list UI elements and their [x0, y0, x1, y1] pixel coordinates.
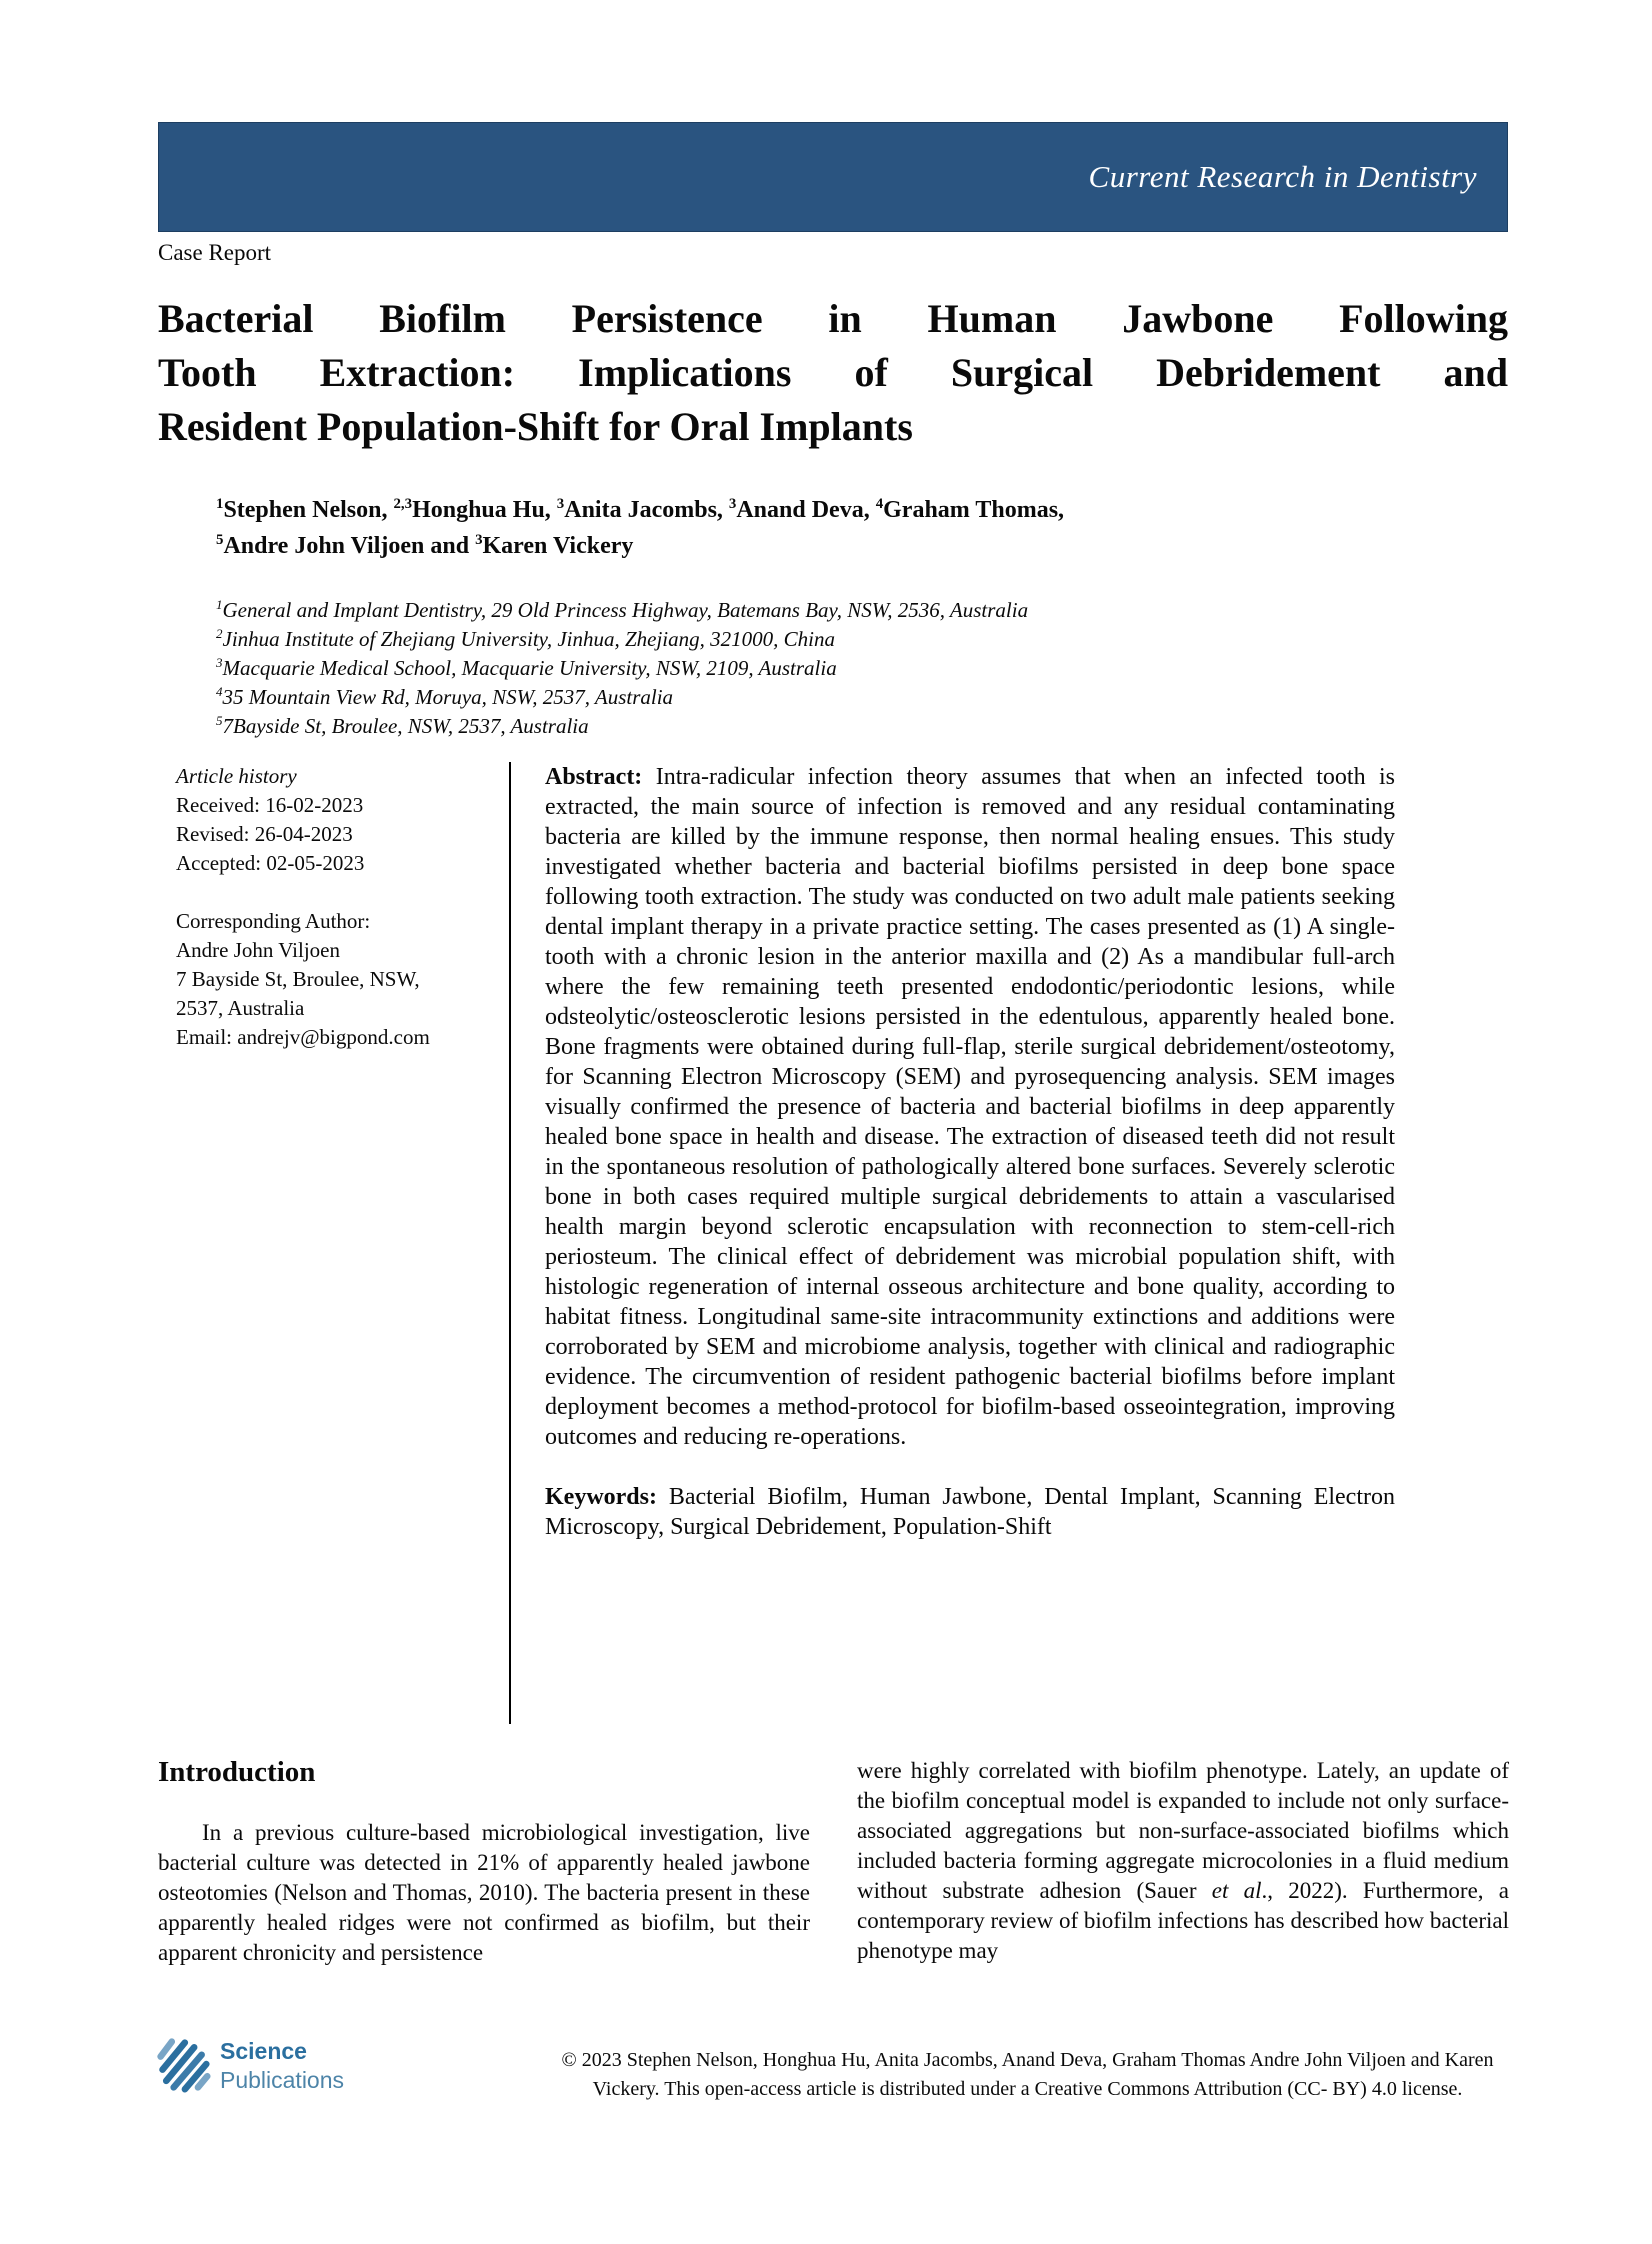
accepted-date: Accepted: 02-05-2023 [176, 851, 365, 875]
author-affiliation-superscript: 5 [216, 532, 224, 548]
keywords-label: Keywords: [545, 1484, 657, 1510]
affiliation-text: Macquarie Medical School, Macquarie University, NSW, 2109, Australia [222, 656, 837, 680]
corresponding-author-name: Andre John Viljoen [176, 938, 341, 962]
authors [216, 492, 1064, 564]
affiliation-text: 35 Mountain View Rd, Moruya, NSW, 2537, Australia [222, 685, 674, 709]
corresponding-author-address-2: 2537, Australia [176, 996, 305, 1020]
article-title [158, 292, 1508, 454]
abstract-label: Abstract: [545, 764, 643, 790]
author-name: Stephen Nelson, [223, 497, 394, 523]
corresponding-author-address-1: 7 Bayside St, Broulee, NSW, [176, 967, 420, 991]
author-name: Andre John Viljoen and [223, 533, 476, 559]
author-affiliation-superscript: 3 [556, 496, 565, 512]
introduction-column-2 [857, 1756, 1509, 1966]
author-affiliation-superscript: 2,3 [393, 496, 413, 512]
abstract [545, 762, 1395, 1452]
author-affiliation-superscript: 3 [728, 496, 737, 512]
article-type-label: Case Report [158, 240, 272, 265]
affiliation-item [216, 712, 1028, 741]
title-line-3: Resident Population-Shift for Oral Implants [158, 404, 913, 449]
authors-line-1 [216, 492, 1064, 528]
abstract-column [545, 762, 1395, 1542]
article-history [176, 762, 488, 1052]
publisher-name [220, 2038, 344, 2095]
affiliation-item [216, 683, 1028, 712]
author-affiliation-superscript: 4 [875, 496, 884, 512]
publisher-name-publications: Publications [220, 2067, 345, 2093]
affiliation-number: 3 [216, 655, 223, 670]
copyright-line-2: Vickery. This open-access article is distributed under a Creative Commons Attribution (CC- BY) 4.0 license. [592, 2078, 1463, 2100]
corresponding-author-label: Corresponding Author: [176, 909, 371, 933]
journal-banner [158, 122, 1508, 232]
affiliation-item [216, 625, 1028, 654]
author-affiliation-superscript: 1 [216, 496, 224, 512]
affiliation-number: 5 [216, 713, 223, 728]
affiliation-item [216, 596, 1028, 625]
introduction-paragraph-2 [857, 1756, 1509, 1966]
author-name: Anita Jacombs, [564, 497, 729, 523]
affiliation-number: 2 [216, 626, 223, 641]
publisher-name-science: Science [220, 2038, 307, 2064]
copyright-line-1: © 2023 Stephen Nelson, Honghua Hu, Anita Jacombs, Anand Deva, Graham Thomas Andre John Viljoen and Karen [561, 2049, 1494, 2071]
column-divider [509, 762, 511, 1724]
author-name: Honghua Hu, [412, 497, 557, 523]
author-name: Anand Deva, [736, 497, 876, 523]
keywords-text: Bacterial Biofilm, Human Jawbone, Dental Implant, Scanning Electron Microscopy, Surgical Debridement, Population-Shift [545, 1484, 1395, 1540]
affiliation-text: Jinhua Institute of Zhejiang University, Jinhua, Zhejiang, 321000, China [222, 627, 835, 651]
introduction-text: were highly correlated with biofilm phenotype. Lately, an update of the biofilm conceptual model is expanded to include not only surface-associated aggregations but non-surface-associated biofilms which included bacteria forming aggregate microcolonies in a fluid medium without substrate adhesion (Sauer [857, 1758, 1509, 1903]
abstract-text: Intra-radicular infection theory assumes that when an infected tooth is extracted, the main source of infection is removed and any residual contaminating bacteria are killed by the immune response, then normal healing ensues. This study investigated whether bacteria and bacterial biofilms persisted in deep bone space following tooth extraction. The study was conducted on two adult male patients seeking dental implant therapy in a private practice setting. The cases presented as (1) A single-tooth with a chronic lesion in the anterior maxilla and (2) As a mandibular full-arch where the few remaining teeth presented endodontic/periodontic lesions, while odsteolytic/osteosclerotic lesions persisted in the edentulous, apparently healed bone. Bone fragments were obtained during full-flap, sterile surgical debridement/osteotomy, for Scanning Electron Microscopy (SEM) and pyrosequencing analysis. SEM images visually confirmed the presence of bacteria and bacterial biofilms in deep apparently healed bone space in health and disease. The extraction of diseased teeth did not result in the spontaneous resolution of pathologically altered bone surfaces. Severely sclerotic bone in both cases required multiple surgical debridements to attain a vascularised health margin beyond sclerotic encapsulation with reconnection to stem-cell-rich periosteum. The clinical effect of debridement was microbial population shift, with histologic regeneration of internal osseous architecture and bone quality, according to habitat fitness. Longitudinal same-site intracommunity extinctions and additions were corroborated by SEM and microbiome analysis, together with clinical and radiographic evidence. The circumvention of resident pathogenic bacterial biofilms before implant deployment becomes a method-protocol for biofilm-based osseointegration, improving outcomes and reducing re-operations. [545, 764, 1396, 1450]
corresponding-author-email: Email: andrejv@bigpond.com [176, 1025, 430, 1049]
spacer [176, 878, 488, 907]
title-line-2: Tooth Extraction: Implications of Surgical Debridement and [158, 350, 1508, 395]
affiliation-text: General and Implant Dentistry, 29 Old Princess Highway, Batemans Bay, NSW, 2536, Australia [222, 598, 1029, 622]
revised-date: Revised: 26-04-2023 [176, 822, 353, 846]
author-name: Karen Vickery [482, 533, 634, 559]
affiliation-text: 7Bayside St, Broulee, NSW, 2537, Australia [222, 714, 589, 738]
science-publications-logo [155, 2036, 344, 2095]
author-name: Graham Thomas, [883, 497, 1065, 523]
affiliation-number: 4 [216, 684, 223, 699]
introduction-column-1 [158, 1818, 810, 1968]
article-history-heading: Article history [176, 764, 297, 788]
copyright-notice [545, 2046, 1510, 2104]
introduction-paragraph-1: In a previous culture-based microbiological investigation, live bacterial culture was detected in 21% of apparently healed jawbone osteotomies (Nelson and Thomas, 2010). The bacteria present in these apparently healed ridges were not confirmed as biofilm, but their apparent chronicity and persistence [158, 1820, 810, 1965]
affiliation-item [216, 654, 1028, 683]
journal-name: Current Research in Dentistry [1088, 159, 1477, 194]
authors-line-2 [216, 528, 1064, 564]
keywords [545, 1482, 1395, 1542]
author-affiliation-superscript: 3 [475, 532, 483, 548]
affiliations [216, 596, 1028, 741]
affiliation-number: 1 [216, 597, 223, 612]
et-al-italic: et al [1211, 1878, 1262, 1903]
hatch-logo-icon [155, 2036, 211, 2094]
title-line-1: Bacterial Biofilm Persistence in Human Jawbone Following [158, 296, 1508, 341]
received-date: Received: 16-02-2023 [176, 793, 364, 817]
introduction-heading: Introduction [158, 1756, 316, 1788]
introduction-text: ., 2022). Furthermore, a contemporary review of biofilm infections has described how bacterial phenotype may [857, 1878, 1509, 1963]
